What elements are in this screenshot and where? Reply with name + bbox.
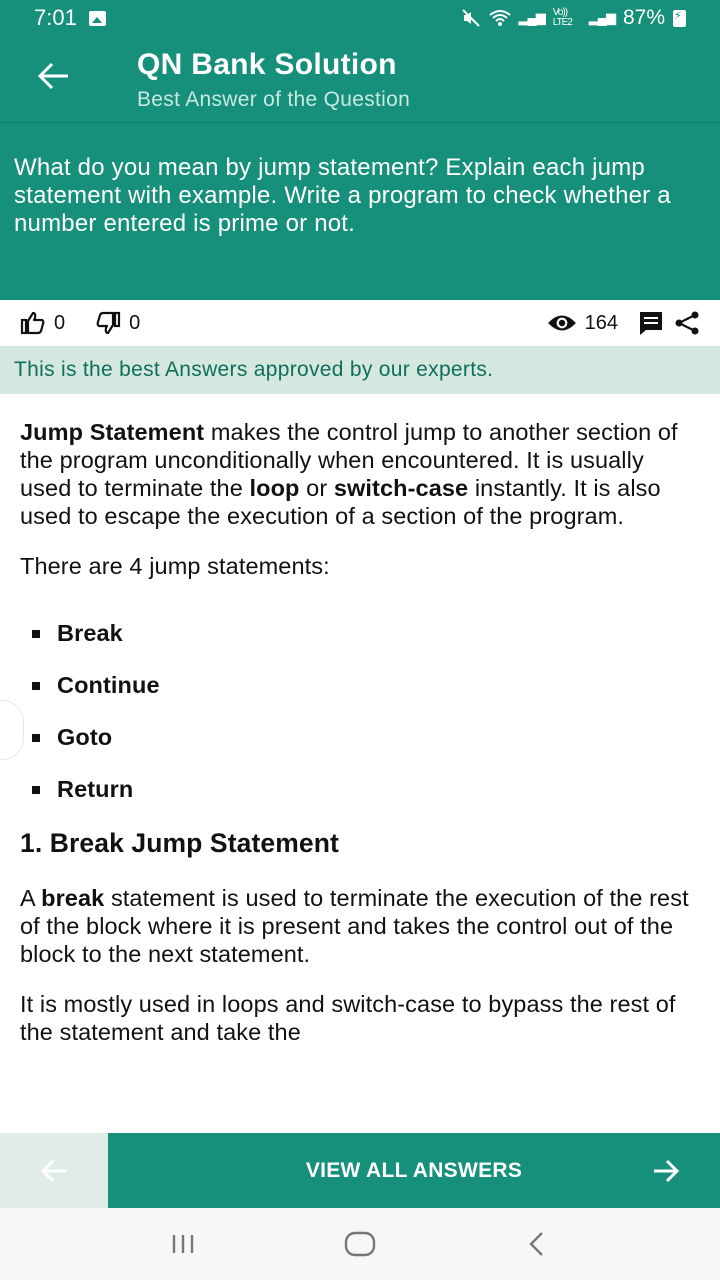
comment-icon[interactable] — [638, 310, 664, 336]
view-count: 164 — [584, 311, 618, 334]
chevron-left-icon — [527, 1231, 547, 1257]
thumbs-up-icon — [20, 310, 46, 336]
home-button[interactable] — [340, 1224, 380, 1264]
status-bar — [0, 0, 720, 36]
gallery-notification-icon — [89, 11, 106, 26]
thumbs-down-icon — [95, 310, 121, 336]
status-time: 7:01 — [34, 5, 77, 30]
text-span: or — [299, 475, 334, 501]
battery-level: 87% — [622, 6, 665, 29]
arrow-right-icon[interactable] — [652, 1158, 680, 1184]
eye-icon — [547, 312, 577, 334]
share-icon[interactable] — [674, 310, 700, 336]
back-arrow-icon[interactable] — [36, 58, 72, 94]
jump-statements-list — [20, 620, 700, 828]
bold-term-jump-statement: Jump Statement — [20, 419, 205, 445]
text-span: makes the control jump to another section of the program unconditionally when encountered. It is usually used to terminate the — [20, 419, 678, 501]
wifi-icon — [489, 9, 511, 27]
home-icon — [344, 1231, 376, 1257]
content-clip — [0, 1120, 720, 1134]
signal-icon-2: ▂▄▆ — [588, 10, 615, 25]
app-subtitle: Best Answer of the Question — [137, 88, 411, 111]
answer-paragraph-3 — [20, 884, 700, 968]
network-label: Vo)) LTE2 — [552, 7, 572, 28]
bold-term-switch-case: switch-case — [333, 475, 469, 501]
app-title: QN Bank Solution — [137, 48, 397, 81]
bottom-action-bar — [0, 1133, 720, 1208]
recent-apps-button[interactable] — [163, 1224, 203, 1264]
view-all-label: VIEW ALL ANSWERS — [305, 1158, 523, 1182]
list-item: Goto — [20, 724, 700, 776]
answer-paragraph-2: There are 4 jump statements: — [20, 553, 330, 579]
mute-icon — [461, 8, 481, 28]
section-heading: 1. Break Jump Statement — [20, 828, 339, 858]
answer-paragraph-1 — [20, 418, 700, 530]
list-item: Continue — [20, 672, 700, 724]
app-bar — [0, 36, 720, 122]
arrow-left-icon — [40, 1158, 68, 1184]
dislike-count: 0 — [129, 311, 141, 334]
text-span: A — [20, 885, 42, 911]
bold-term-break: break — [41, 885, 105, 911]
status-indicators — [461, 6, 686, 30]
answer-content — [20, 418, 700, 1068]
text-span: instantly. It is also used to escape the execution of a section of the program. — [20, 475, 661, 529]
list-item: Return — [20, 776, 700, 828]
previous-answer-button[interactable] — [0, 1133, 108, 1208]
like-count: 0 — [54, 311, 66, 334]
list-item: Break — [20, 620, 700, 672]
view-all-answers-button[interactable] — [108, 1133, 720, 1208]
answer-paragraph-4: It is mostly used in loops and switch-case to bypass the rest of the statement and take the — [20, 991, 676, 1045]
views-indicator — [547, 312, 618, 335]
question-text: What do you mean by jump statement? Explain each jump statement with example. Write a program to check whether a number entered is prime or not. — [0, 122, 720, 300]
system-nav-bar — [0, 1208, 720, 1280]
like-button[interactable] — [20, 310, 65, 336]
signal-icon: ▂▄▆ — [518, 10, 545, 25]
back-button[interactable] — [517, 1224, 557, 1264]
dislike-button[interactable] — [95, 310, 140, 336]
action-row — [0, 300, 720, 346]
approved-banner: This is the best Answers approved by our experts. — [0, 346, 720, 394]
bold-term-loop: loop — [249, 475, 300, 501]
battery-charging-icon — [673, 10, 686, 27]
recent-apps-icon — [169, 1233, 197, 1255]
text-span: statement is used to terminate the execution of the rest of the block where it is present and takes the control out of the block to the next statement. — [20, 885, 689, 967]
